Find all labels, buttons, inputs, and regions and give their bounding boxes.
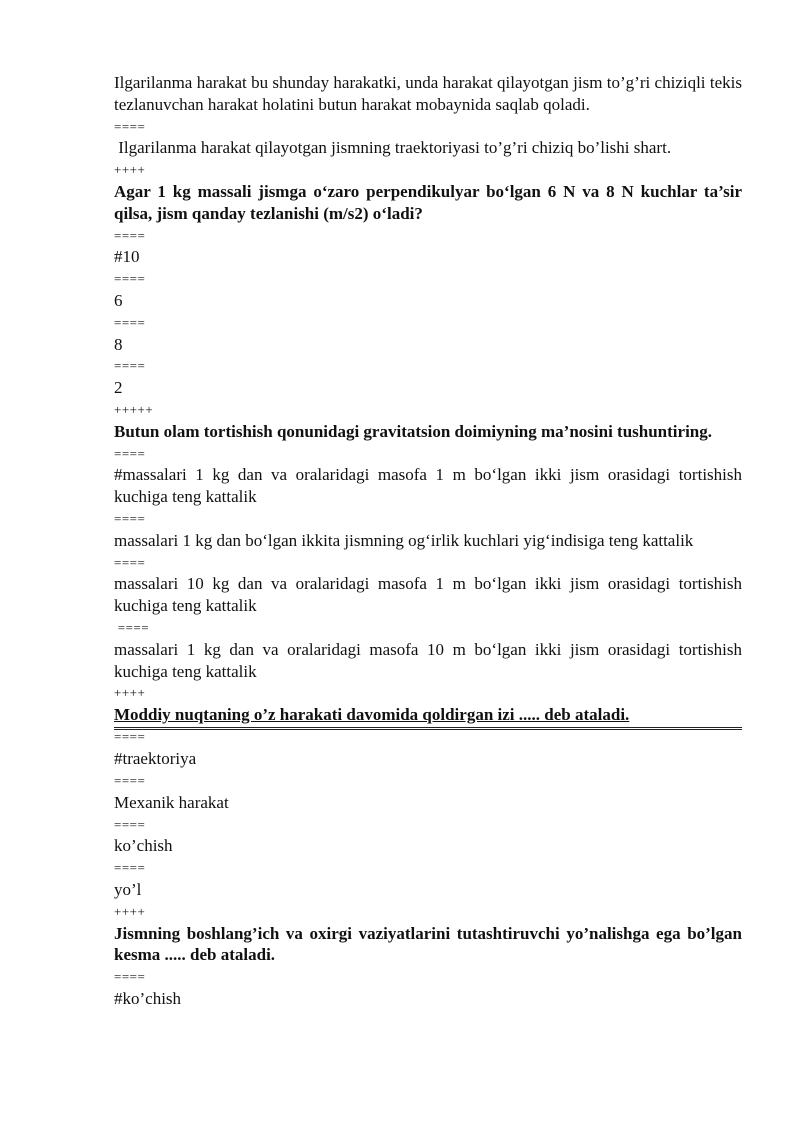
paragraph: Ilgarilanma harakat qilayotgan jismning traektoriyasi to’g’ri chiziq bo’lishi shart. — [114, 138, 672, 158]
separator: ==== — [114, 619, 150, 635]
question-text: Agar 1 kg massali jismga o‘zaro perpendikulyar bo‘lgan 6 N va 8 N kuchlar ta’sir qilsa, jism qanday tezlanishi (m/s2) o‘ladi? — [114, 181, 742, 223]
answer-option: #10 — [114, 247, 140, 267]
answer-option: 2 — [114, 378, 123, 398]
answer-option: Mexanik harakat — [114, 792, 229, 812]
separator: ==== — [114, 554, 146, 570]
answer-option: ko’chish — [114, 836, 173, 856]
answer-option: massalari 10 kg dan va oralaridagi masofa 1 m bo‘lgan ikki jism orasidagi tortishish kuchiga teng kattalik — [114, 574, 742, 616]
separator: ==== — [114, 227, 146, 243]
answer-option: #ko’chish — [114, 988, 182, 1008]
answer-option: 6 — [114, 290, 123, 310]
separator: ==== — [114, 729, 146, 745]
question-text: Butun olam tortishish qonunidagi gravitatsion doimiyning ma’nosini tushuntiring. — [114, 421, 712, 441]
separator: ==== — [114, 271, 146, 287]
answer-option: massalari 1 kg dan bo‘lgan ikkita jismning og‘irlik kuchlari yig‘indisiga teng kattalik — [114, 530, 694, 550]
separator: ==== — [114, 969, 146, 985]
separator: ==== — [114, 510, 146, 526]
question-text: Moddiy nuqtaning o’z harakati davomida qoldirgan izi ..... deb ataladi. — [114, 705, 630, 725]
separator: +++++ — [114, 401, 154, 417]
separator: ==== — [114, 358, 146, 374]
separator: ++++ — [114, 685, 146, 701]
question-text: Jismning boshlang’ich va oxirgi vaziyatlarini tutashtiruvchi yo’nalishga ega bo’lgan kesma ..... deb ataladi. — [114, 923, 742, 965]
document-page — [114, 72, 742, 1010]
separator: ==== — [114, 860, 146, 876]
answer-option: massalari 1 kg dan va oralaridagi masofa 10 m bo‘lgan ikki jism orasidagi tortishish kuchiga teng kattalik — [114, 639, 742, 681]
separator: ==== — [114, 314, 146, 330]
separator: ==== — [114, 445, 146, 461]
separator: ++++ — [114, 903, 146, 919]
paragraph: Ilgarilanma harakat bu shunday harakatki, unda harakat qilayotgan jism to’g’ri chiziqli tekis tezlanuvchan harakat holatini butun harakat mobaynida saqlab qoladi. — [114, 73, 742, 114]
separator: ++++ — [114, 162, 146, 178]
separator: ==== — [114, 773, 146, 788]
answer-option: #traektoriya — [114, 749, 197, 769]
separator: ==== — [114, 118, 146, 134]
separator: ==== — [114, 816, 146, 832]
answer-option: #massalari 1 kg dan va oralaridagi masofa 1 m bo‘lgan ikki jism orasidagi tortishish kuchiga teng kattalik — [114, 465, 742, 507]
answer-option: 8 — [114, 334, 123, 354]
answer-option: yo’l — [114, 879, 142, 899]
